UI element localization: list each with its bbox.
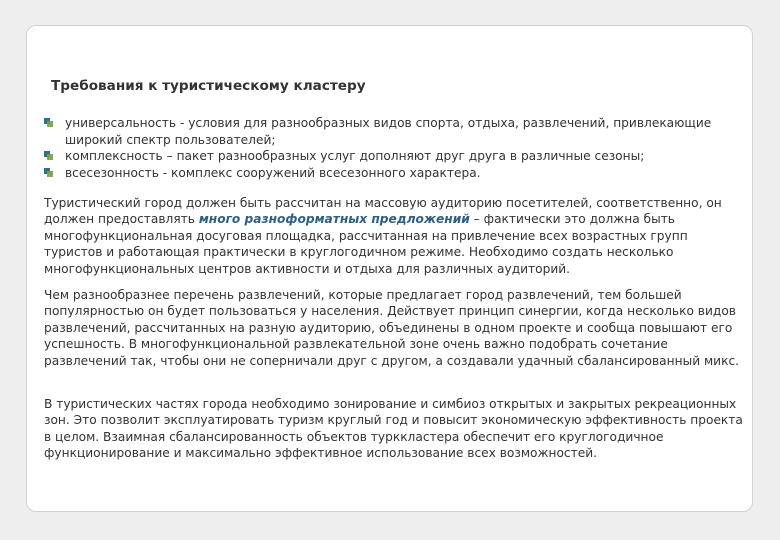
list-item-text: комплексность – пакет разнообразных услуг дополняют друг друга в различные сезоны; xyxy=(65,149,645,164)
paragraph-text: Туристический город должен быть рассчитан на массовую аудиторию посетителей, соответственно, он должен предоставлять xyxy=(44,196,722,227)
square-bullet-icon xyxy=(44,168,53,177)
list-item xyxy=(44,165,748,182)
paragraph-zoning: В туристических частях города необходимо зонирование и симбиоз открытых и закрытых рекреационных зон. Это позволит эксплуатировать туризм круглый год и повысит экономическую эффективность проекта в целом. Взаимная сбалансированность объектов турккластера обеспечит его круглогодичное функционирование и максимально эффективное использование всех возможностей. xyxy=(44,397,743,461)
list-item-text: универсальность - условия для разнообразных видов спорта, отдыха, развлечений, привлекающие широкий спектр пользователей; xyxy=(65,116,712,147)
paragraph-entertainment-variety: Чем разнообразнее перечень развлечений, которые предлагает город развлечений, тем большей популярностью он будет пользоваться у населения. Действует принцип синергии, когда несколько видов развлечений, рассчитанных на разную аудиторию, объединены в одном проекте и сообща повышают его успешность. В многофункциональной развлекательной зоне очень важно подобрать сочетание развлечений так, чтобы они не соперничали друг с другом, а создавали удачный сбалансированный микс. xyxy=(44,288,740,368)
paragraph-mass-audience xyxy=(44,195,748,277)
slide-panel xyxy=(26,25,753,512)
highlighted-phrase: много разноформатных предложений xyxy=(198,212,470,227)
list-item xyxy=(44,115,748,148)
paragraph-text: – фактически это должна быть многофункциональная досуговая площадка, рассчитанная на привлечение всех возрастных групп туристов и работающая практически в круглогодичном режиме. Необходимо создать несколько многофункциональных центров активности и отдыха для различных аудиторий. xyxy=(44,212,688,276)
square-bullet-icon xyxy=(44,118,53,127)
list-item-text: всесезонность - комплекс сооружений всесезонного характера. xyxy=(65,165,481,180)
slide-title: Требования к туристическому кластеру xyxy=(51,78,366,94)
square-bullet-icon xyxy=(44,151,53,160)
requirements-list xyxy=(44,115,748,181)
list-item xyxy=(44,148,748,165)
